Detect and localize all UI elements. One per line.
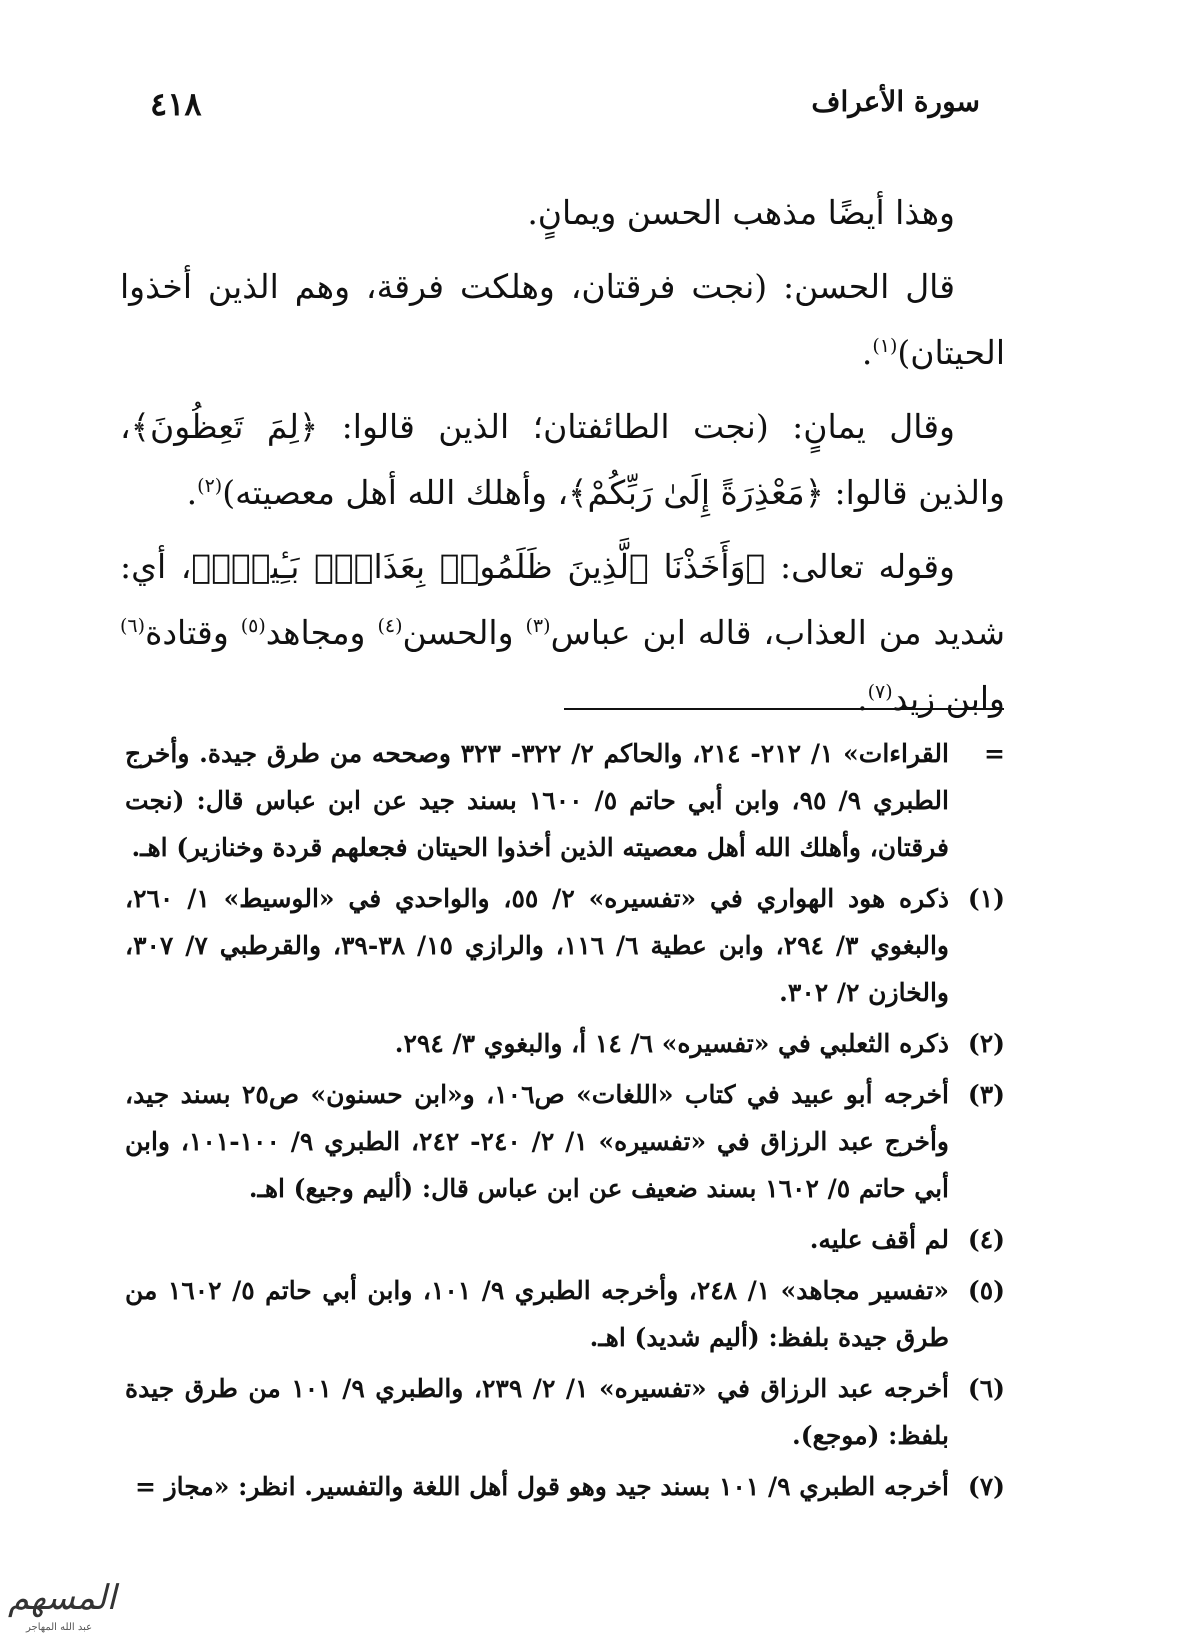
- footnote-text: «تفسير مجاهد» ١/ ٢٤٨، وأخرجه الطبري ٩/ ١٠١، وابن أبي حاتم ٥/ ١٦٠٢ من طرق جيدة بلفظ: (أليم شديد) اهـ.: [125, 1276, 949, 1352]
- paragraph-4-text-a: وقوله تعالى: ﴿وَأَخَذْنَا ٱلَّذِينَ ظَلَمُوا۟ بِعَذَابٍۭ بَـِٔيسٍۭ﴾، أي: شديد من العذاب، قاله ابن عباس: [120, 547, 1005, 652]
- footnote-number: (٣): [967, 1080, 1005, 1109]
- page-header: [150, 85, 980, 135]
- footnote-ref-1: (١): [872, 335, 898, 357]
- footnote-text: أخرجه أبو عبيد في كتاب «اللغات» ص١٠٦، و«ابن حسنون» ص٢٥ بسند جيد، وأخرج عبد الرزاق في «تفسيره» ١/ ٢/ ٢٤٠- ٢٤٢، الطبري ٩/ ١٠٠-١٠١، وابن أبي حاتم ٥/ ١٦٠٢ بسند ضعيف عن ابن عباس قال: (أليم وجيع) اهـ.: [125, 1080, 949, 1203]
- paragraph-3: [120, 394, 1005, 526]
- footnote-6: [125, 1365, 1005, 1459]
- footnote-number: =: [984, 739, 1005, 768]
- page-number: ٤١٨: [150, 85, 202, 123]
- paragraph-4-text-d: وقتادة: [145, 613, 241, 652]
- footnote-7: [125, 1463, 1005, 1510]
- footnote-text: ذكره الثعلبي في «تفسيره» ٦/ ١٤ أ، والبغوي ٣/ ٢٩٤.: [394, 1029, 949, 1058]
- footnote-ref-4: (٤): [377, 615, 403, 637]
- footnote-ref-6: (٦): [120, 615, 146, 637]
- footnote-number: (٦): [967, 1374, 1005, 1403]
- footnote-number: (٢): [967, 1029, 1005, 1058]
- paragraph-4-text-b: والحسن: [402, 613, 526, 652]
- library-stamp-logo: [8, 1578, 117, 1638]
- footnote-3: [125, 1071, 1005, 1212]
- footnote-number: (٥): [967, 1276, 1005, 1305]
- footnote-divider: [564, 708, 1004, 710]
- footnote-continuation: [125, 730, 1005, 871]
- surah-title: سورة الأعراف: [811, 85, 980, 118]
- footnote-number: (١): [967, 884, 1005, 913]
- paragraph-3-end: .: [186, 473, 198, 512]
- footnote-1: [125, 875, 1005, 1016]
- footnote-number: (٤): [967, 1225, 1005, 1254]
- paragraph-4-text-e: وابن زيد: [892, 679, 1005, 718]
- footnote-text: لم أقف عليه.: [809, 1225, 949, 1254]
- footnote-ref-2: (٢): [197, 475, 223, 497]
- main-text: [120, 180, 1005, 740]
- footnote-text: القراءات» ١/ ٢١٢- ٢١٤، والحاكم ٢/ ٣٢٢- ٣٢٣ وصححه من طرق جيدة. وأخرج الطبري ٩/ ٩٥، وابن أبي حاتم ٥/ ١٦٠٠ بسند جيد عن ابن عباس قال: (نجت فرقتان، وأهلك الله أهل معصيته الذين أخذوا الحيتان فجعلهم قردة وخنازير) اهـ.: [125, 739, 949, 862]
- paragraph-4: [120, 534, 1005, 732]
- footnote-ref-3: (٣): [525, 615, 551, 637]
- footnote-text: أخرجه الطبري ٩/ ١٠١ بسند جيد وهو قول أهل اللغة والتفسير. انظر: «مجاز =: [134, 1472, 949, 1501]
- footnote-5: [125, 1267, 1005, 1361]
- footnote-ref-7: (٧): [867, 681, 893, 703]
- stamp-small-text: عبد الله المهاجر: [26, 1622, 93, 1633]
- footnote-ref-5: (٥): [240, 615, 266, 637]
- footnote-number: (٧): [967, 1472, 1005, 1501]
- stamp-main-text: المسهم: [8, 1578, 117, 1618]
- paragraph-2-end: .: [861, 333, 873, 372]
- paragraph-4-text-c: ومجاهد: [265, 613, 378, 652]
- paragraph-2-text: قال الحسن: (نجت فرقتان، وهلكت فرقة، وهم الذين أخذوا الحيتان): [120, 267, 1005, 372]
- paragraph-2: [120, 254, 1005, 386]
- paragraph-1-text: وهذا أيضًا مذهب الحسن ويمانٍ.: [527, 193, 955, 232]
- footnote-text: أخرجه عبد الرزاق في «تفسيره» ١/ ٢/ ٢٣٩، والطبري ٩/ ١٠١ من طرق جيدة بلفظ: (موجع).: [125, 1374, 949, 1450]
- paragraph-4-end: .: [857, 679, 868, 718]
- paragraph-3-text: وقال يمانٍ: (نجت الطائفتان؛ الذين قالوا: ﴿لِمَ تَعِظُونَ﴾، والذين قالوا: ﴿مَعْذِرَةً إِلَىٰ رَبِّكُمْ﴾، وأهلك الله أهل معصيته): [120, 407, 1005, 512]
- footnote-text: ذكره هود الهواري في «تفسيره» ٢/ ٥٥، والواحدي في «الوسيط» ١/ ٢٦٠، والبغوي ٣/ ٢٩٤، وابن عطية ٦/ ١١٦، والرازي ١٥/ ٣٨-٣٩، والقرطبي ٧/ ٣٠٧، والخازن ٢/ ٣٠٢.: [125, 884, 950, 1007]
- footnote-4: [125, 1216, 1005, 1263]
- footnotes: [125, 730, 1005, 1514]
- paragraph-1: [120, 180, 1005, 246]
- footnote-2: [125, 1020, 1005, 1067]
